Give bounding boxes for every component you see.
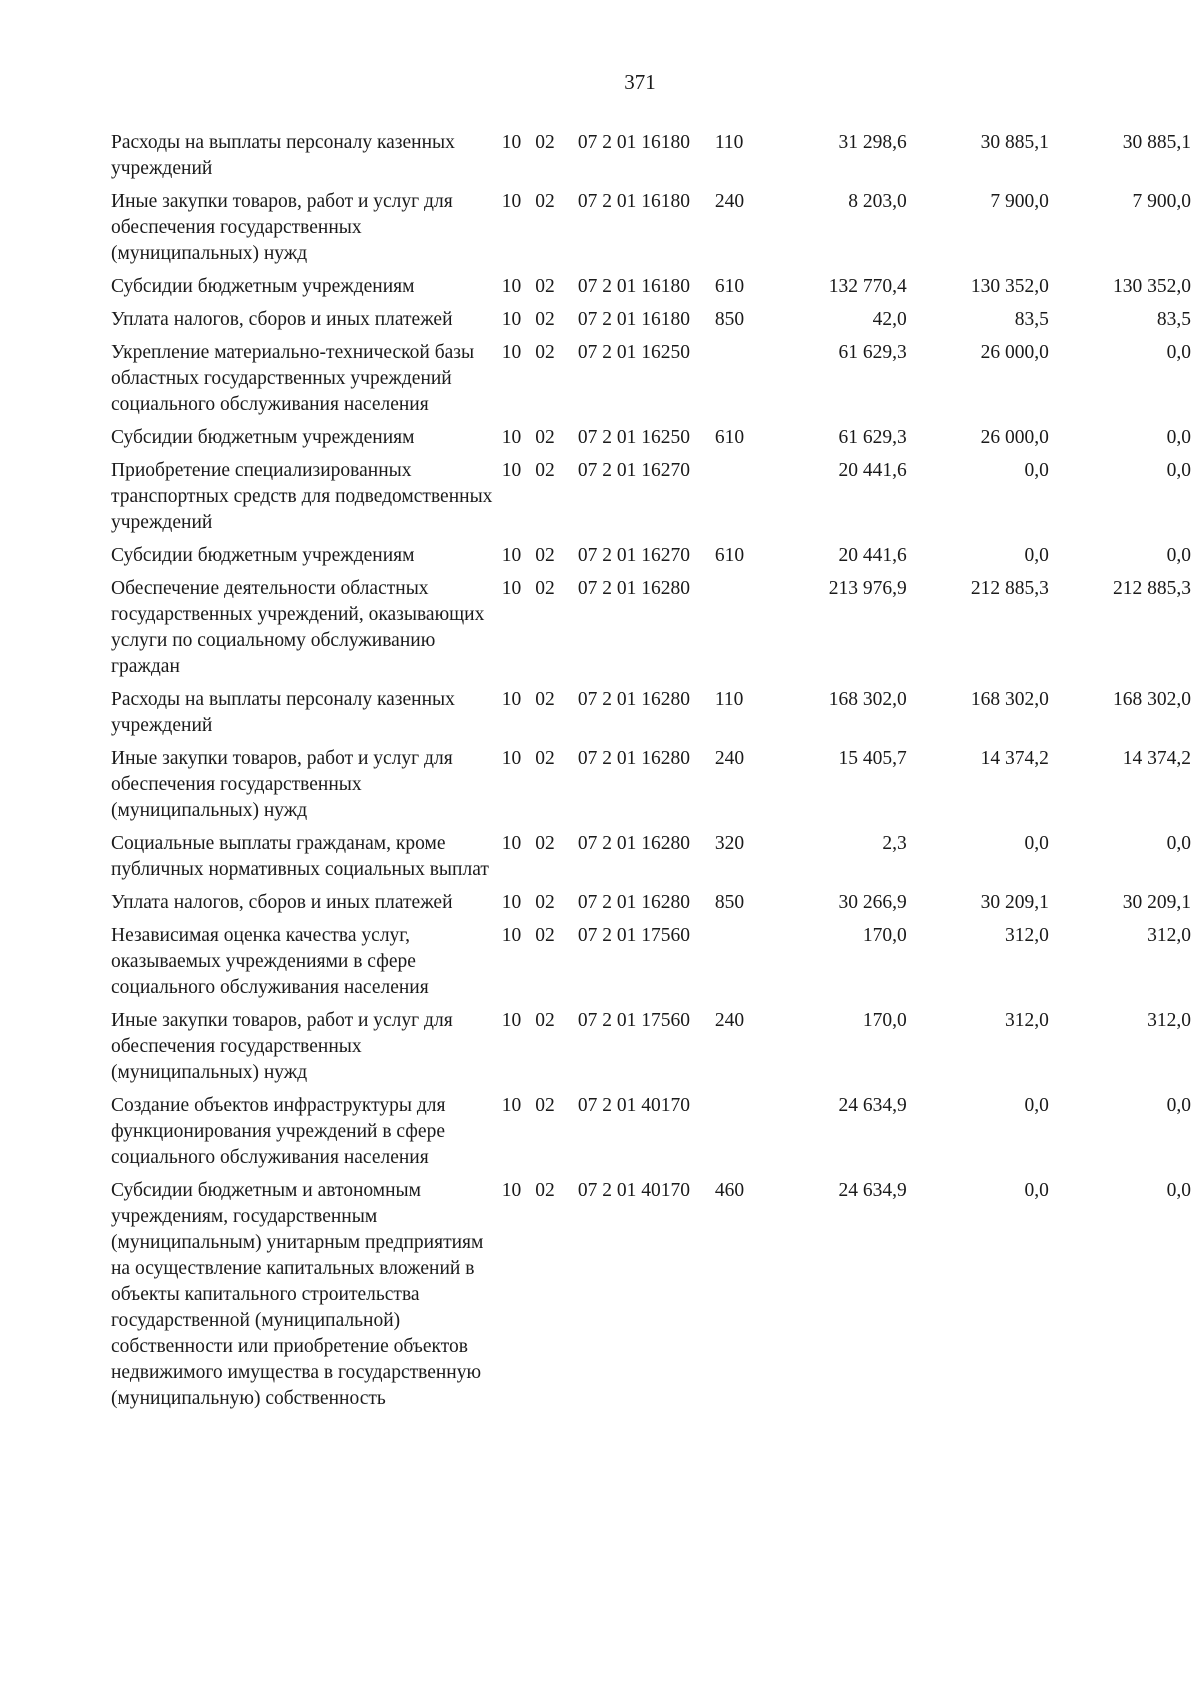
row-name: Уплата налогов, сборов и иных платежей: [111, 892, 453, 913]
table-row: [111, 189, 1191, 274]
expense-type-code: 240: [714, 748, 745, 769]
expense-type-code: 110: [714, 132, 744, 153]
subsection-code: 02: [535, 427, 555, 448]
table-row: [111, 307, 1191, 340]
table-row: [111, 1178, 1191, 1419]
row-name: Обеспечение деятельности областных государственных учреждений, оказывающих услуги по социальному обслуживанию граждан: [111, 578, 485, 677]
amount-year-2: 7 900,0: [990, 191, 1049, 212]
row-name: Субсидии бюджетным и автономным учреждениям, государственным (муниципальным) унитарным предприятиям на осуществление капитальных вложений в объекты капитального строительства государственной (муниципальной) собственности или приобретение объектов недвижимого имущества в государственную (муниципальную) собственность: [111, 1180, 484, 1409]
amount-year-1: 132 770,4: [828, 276, 907, 297]
section-code: 10: [501, 748, 522, 769]
amount-year-1: 8 203,0: [848, 191, 907, 212]
table-row: [111, 425, 1191, 458]
row-name: Расходы на выплаты персоналу казенных учреждений: [111, 689, 455, 736]
section-code: 10: [501, 689, 522, 710]
amount-year-1: 170,0: [862, 1010, 907, 1031]
target-article-code: 07 2 01 16280: [577, 578, 691, 599]
section-code: 10: [501, 191, 522, 212]
subsection-code: 02: [535, 578, 555, 599]
section-code: 10: [501, 132, 522, 153]
amount-year-3: 312,0: [1147, 1010, 1191, 1031]
row-name: Субсидии бюджетным учреждениям: [111, 427, 415, 448]
expense-type-code: [715, 1093, 768, 1178]
row-name: Уплата налогов, сборов и иных платежей: [111, 309, 453, 330]
subsection-code: 02: [535, 689, 555, 710]
expense-type-code: 240: [714, 191, 745, 212]
expense-type-code: 850: [714, 892, 745, 913]
table-row: [111, 1008, 1191, 1093]
subsection-code: 02: [535, 1180, 555, 1201]
amount-year-2: 0,0: [1024, 1180, 1049, 1201]
table-row: [111, 274, 1191, 307]
amount-year-2: 312,0: [1004, 925, 1049, 946]
amount-year-3: 130 352,0: [1113, 276, 1191, 297]
section-code: 10: [501, 925, 522, 946]
amount-year-2: 14 374,2: [980, 748, 1049, 769]
section-code: 10: [501, 833, 522, 854]
table-row: [111, 130, 1191, 189]
expense-type-code: [715, 923, 768, 1008]
subsection-code: 02: [535, 545, 555, 566]
amount-year-3: 0,0: [1166, 427, 1191, 448]
amount-year-3: 0,0: [1166, 342, 1191, 363]
target-article-code: 07 2 01 40170: [577, 1180, 691, 1201]
expense-type-code: 240: [714, 1010, 745, 1031]
table-row: [111, 543, 1191, 576]
section-code: 10: [501, 892, 522, 913]
amount-year-1: 42,0: [872, 309, 907, 330]
budget-table: [111, 130, 1191, 1419]
amount-year-2: 130 352,0: [970, 276, 1049, 297]
amount-year-3: 168 302,0: [1113, 689, 1191, 710]
amount-year-3: 30 885,1: [1122, 132, 1191, 153]
amount-year-3: 0,0: [1166, 460, 1191, 481]
amount-year-1: 168 302,0: [828, 689, 907, 710]
subsection-code: 02: [535, 1095, 555, 1116]
amount-year-2: 168 302,0: [970, 689, 1049, 710]
subsection-code: 02: [535, 191, 555, 212]
amount-year-3: 0,0: [1166, 1095, 1191, 1116]
amount-year-3: 7 900,0: [1132, 191, 1191, 212]
subsection-code: 02: [535, 309, 555, 330]
expense-type-code: 320: [714, 833, 745, 854]
table-row: [111, 458, 1191, 543]
expense-type-code: 110: [714, 689, 744, 710]
row-name: Иные закупки товаров, работ и услуг для обеспечения государственных (муниципальных) нужд: [111, 748, 453, 821]
amount-year-3: 14 374,2: [1122, 748, 1191, 769]
row-name: Социальные выплаты гражданам, кроме публичных нормативных социальных выплат: [111, 833, 489, 880]
amount-year-2: 83,5: [1014, 309, 1049, 330]
amount-year-3: 312,0: [1147, 925, 1191, 946]
amount-year-2: 312,0: [1004, 1010, 1049, 1031]
target-article-code: 07 2 01 16180: [577, 309, 691, 330]
target-article-code: 07 2 01 16280: [577, 748, 691, 769]
amount-year-1: 15 405,7: [838, 748, 907, 769]
amount-year-3: 83,5: [1156, 309, 1191, 330]
target-article-code: 07 2 01 16270: [577, 545, 691, 566]
amount-year-1: 31 298,6: [838, 132, 907, 153]
amount-year-1: 30 266,9: [838, 892, 907, 913]
expense-type-code: 460: [714, 1180, 745, 1201]
subsection-code: 02: [535, 276, 555, 297]
amount-year-1: 61 629,3: [838, 342, 907, 363]
expense-type-code: 610: [714, 427, 745, 448]
table-row: [111, 687, 1191, 746]
section-code: 10: [501, 427, 522, 448]
expense-type-code: 610: [714, 545, 745, 566]
subsection-code: 02: [535, 925, 555, 946]
subsection-code: 02: [535, 892, 555, 913]
expense-type-code: [715, 340, 768, 425]
amount-year-1: 24 634,9: [838, 1095, 907, 1116]
section-code: 10: [501, 276, 522, 297]
row-name: Независимая оценка качества услуг, оказываемых учреждениями в сфере социального обслуживания населения: [111, 925, 429, 998]
table-body: [111, 130, 1191, 1419]
subsection-code: 02: [535, 748, 555, 769]
row-name: Укрепление материально-технической базы областных государственных учреждений социального обслуживания населения: [111, 342, 475, 415]
amount-year-1: 170,0: [862, 925, 907, 946]
section-code: 10: [501, 1010, 522, 1031]
amount-year-3: 0,0: [1166, 833, 1191, 854]
row-name: Создание объектов инфраструктуры для функционирования учреждений в сфере социального обслуживания населения: [111, 1095, 446, 1168]
target-article-code: 07 2 01 16180: [577, 132, 691, 153]
row-name: Расходы на выплаты персоналу казенных учреждений: [111, 132, 455, 179]
target-article-code: 07 2 01 17560: [577, 925, 691, 946]
page-number: 371: [624, 70, 656, 94]
section-code: 10: [501, 342, 522, 363]
target-article-code: 07 2 01 16280: [577, 689, 691, 710]
target-article-code: 07 2 01 16180: [577, 276, 691, 297]
section-code: 10: [501, 1180, 522, 1201]
target-article-code: 07 2 01 40170: [577, 1095, 691, 1116]
row-name: Субсидии бюджетным учреждениям: [111, 545, 415, 566]
amount-year-2: 30 885,1: [980, 132, 1049, 153]
subsection-code: 02: [535, 132, 555, 153]
section-code: 10: [501, 309, 522, 330]
amount-year-2: 212 885,3: [970, 578, 1049, 599]
amount-year-3: 212 885,3: [1113, 578, 1191, 599]
target-article-code: 07 2 01 17560: [577, 1010, 691, 1031]
amount-year-2: 0,0: [1024, 460, 1049, 481]
target-article-code: 07 2 01 16270: [577, 460, 691, 481]
table-row: [111, 746, 1191, 831]
amount-year-1: 20 441,6: [838, 545, 907, 566]
amount-year-3: 30 209,1: [1122, 892, 1191, 913]
amount-year-1: 20 441,6: [838, 460, 907, 481]
amount-year-2: 0,0: [1024, 1095, 1049, 1116]
amount-year-2: 26 000,0: [980, 427, 1049, 448]
expense-type-code: [715, 458, 768, 543]
expense-type-code: 850: [714, 309, 745, 330]
amount-year-3: 0,0: [1166, 545, 1191, 566]
subsection-code: 02: [535, 460, 555, 481]
target-article-code: 07 2 01 16250: [577, 427, 691, 448]
amount-year-2: 0,0: [1024, 833, 1049, 854]
section-code: 10: [501, 1095, 522, 1116]
subsection-code: 02: [535, 1010, 555, 1031]
row-name: Иные закупки товаров, работ и услуг для обеспечения государственных (муниципальных) нужд: [111, 191, 453, 264]
amount-year-1: 61 629,3: [838, 427, 907, 448]
amount-year-2: 26 000,0: [980, 342, 1049, 363]
amount-year-1: 213 976,9: [828, 578, 907, 599]
table-row: [111, 1093, 1191, 1178]
amount-year-2: 30 209,1: [980, 892, 1049, 913]
row-name: Субсидии бюджетным учреждениям: [111, 276, 415, 297]
target-article-code: 07 2 01 16180: [577, 191, 691, 212]
table-row: [111, 576, 1191, 687]
table-row: [111, 923, 1191, 1008]
section-code: 10: [501, 578, 522, 599]
expense-type-code: 610: [714, 276, 745, 297]
amount-year-2: 0,0: [1024, 545, 1049, 566]
target-article-code: 07 2 01 16280: [577, 833, 691, 854]
section-code: 10: [501, 545, 522, 566]
table-row: [111, 890, 1191, 923]
row-name: Иные закупки товаров, работ и услуг для обеспечения государственных (муниципальных) нужд: [111, 1010, 453, 1083]
target-article-code: 07 2 01 16250: [577, 342, 691, 363]
amount-year-3: 0,0: [1166, 1180, 1191, 1201]
amount-year-1: 24 634,9: [838, 1180, 907, 1201]
subsection-code: 02: [535, 342, 555, 363]
subsection-code: 02: [535, 833, 555, 854]
target-article-code: 07 2 01 16280: [577, 892, 691, 913]
amount-year-1: 2,3: [882, 833, 907, 854]
expense-type-code: [715, 576, 768, 687]
table-row: [111, 831, 1191, 890]
section-code: 10: [501, 460, 522, 481]
row-name: Приобретение специализированных транспортных средств для подведомственных учреждений: [111, 460, 493, 533]
table-row: [111, 340, 1191, 425]
